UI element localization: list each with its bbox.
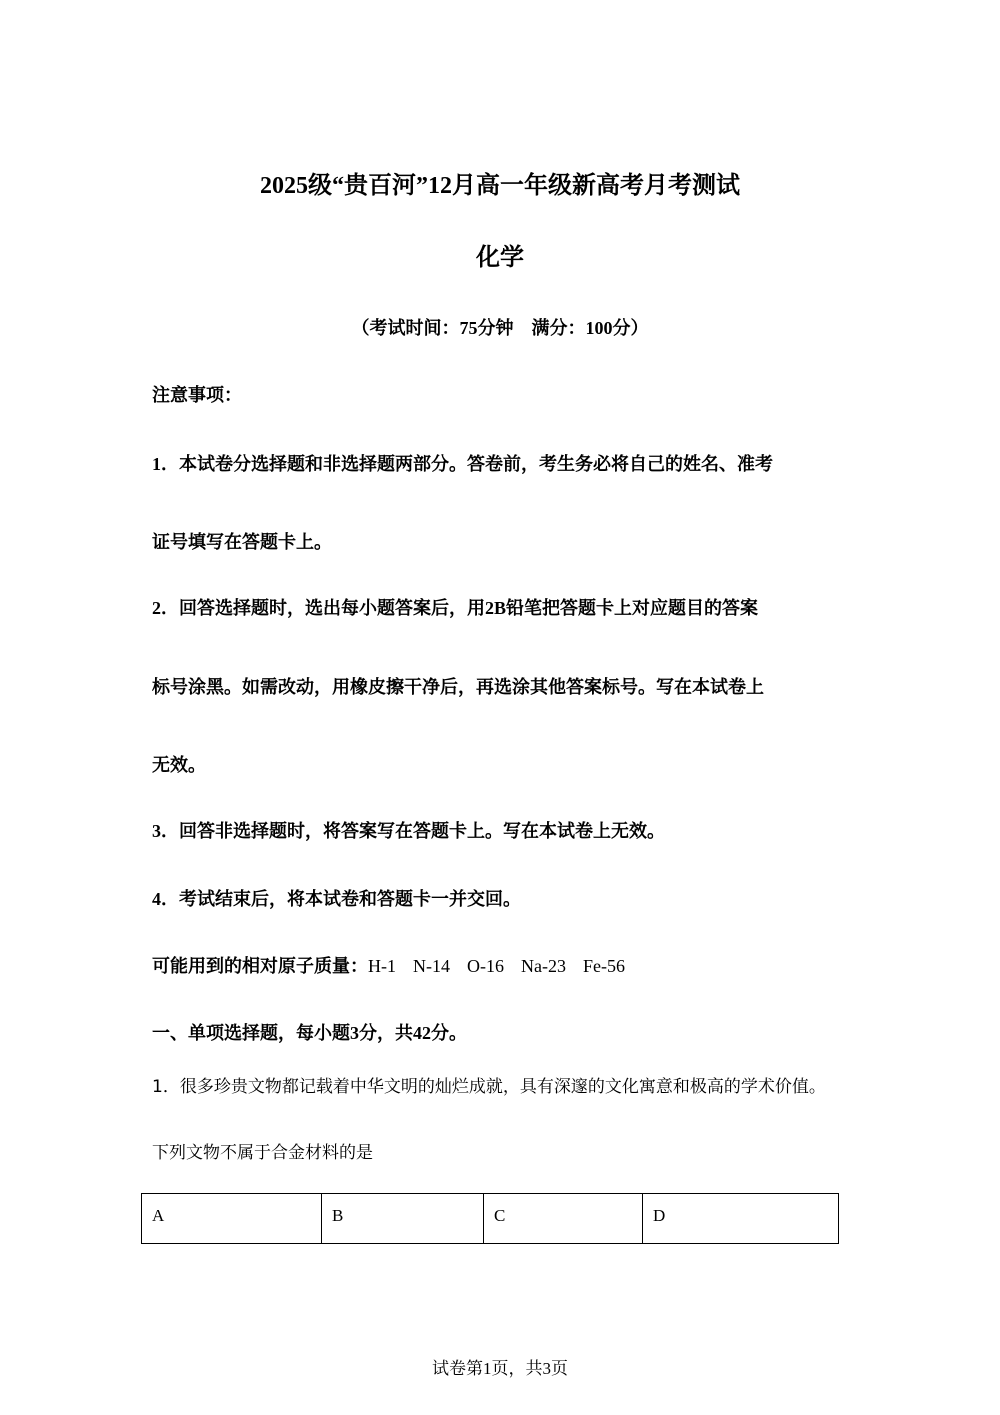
option-c-cell: C	[484, 1194, 643, 1244]
exam-info: （考试时间：75分钟 满分：100分）	[351, 318, 649, 338]
option-b-cell: B	[322, 1194, 484, 1244]
atomic-mass-label: 可能用到的相对原子质量：	[152, 956, 368, 976]
atomic-mass-h: H-1	[368, 956, 396, 976]
question-1-stem-line-1: 1．很多珍贵文物都记载着中华文明的灿烂成就，具有深邃的文化寓意和极高的学术价值。	[152, 1077, 826, 1097]
option-a-cell: A	[142, 1194, 322, 1244]
atomic-mass-o: O-16	[467, 956, 504, 976]
section-heading: 一、单项选择题，每小题3分，共42分。	[152, 1023, 467, 1043]
subject-title: 化学	[476, 245, 524, 271]
atomic-mass-na: Na-23	[521, 956, 566, 976]
atomic-mass-n: N-14	[413, 956, 450, 976]
question-1-options-table	[141, 1193, 839, 1244]
atomic-mass-values	[368, 956, 642, 976]
question-1-stem-line-2: 下列文物不属于合金材料的是	[152, 1143, 373, 1163]
notice-item-2-line-2: 标号涂黑。如需改动，用橡皮擦干净后，再选涂其他答案标号。写在本试卷上	[152, 677, 764, 697]
exam-title: 2025级“贵百河”12月高一年级新高考月考测试	[260, 173, 740, 199]
notice-item-3: 3．回答非选择题时，将答案写在答题卡上。写在本试卷上无效。	[152, 821, 665, 841]
atomic-mass-line	[152, 952, 642, 980]
notice-item-2-line-1: 2．回答选择题时，选出每小题答案后，用2B铅笔把答题卡上对应题目的答案	[152, 598, 759, 618]
atomic-mass-fe: Fe-56	[582, 956, 625, 976]
page-footer: 试卷第1页，共3页	[432, 1359, 568, 1378]
notice-item-1-line-1: 1．本试卷分选择题和非选择题两部分。答卷前，考生务必将自己的姓名、准考	[152, 454, 773, 474]
notice-item-2-line-3: 无效。	[152, 755, 206, 775]
notice-item-4: 4．考试结束后，将本试卷和答题卡一并交回。	[152, 889, 521, 909]
options-row	[142, 1194, 839, 1244]
option-d-cell: D	[643, 1194, 839, 1244]
notice-item-1-line-2: 证号填写在答题卡上。	[152, 532, 332, 552]
notice-heading: 注意事项：	[152, 385, 242, 405]
